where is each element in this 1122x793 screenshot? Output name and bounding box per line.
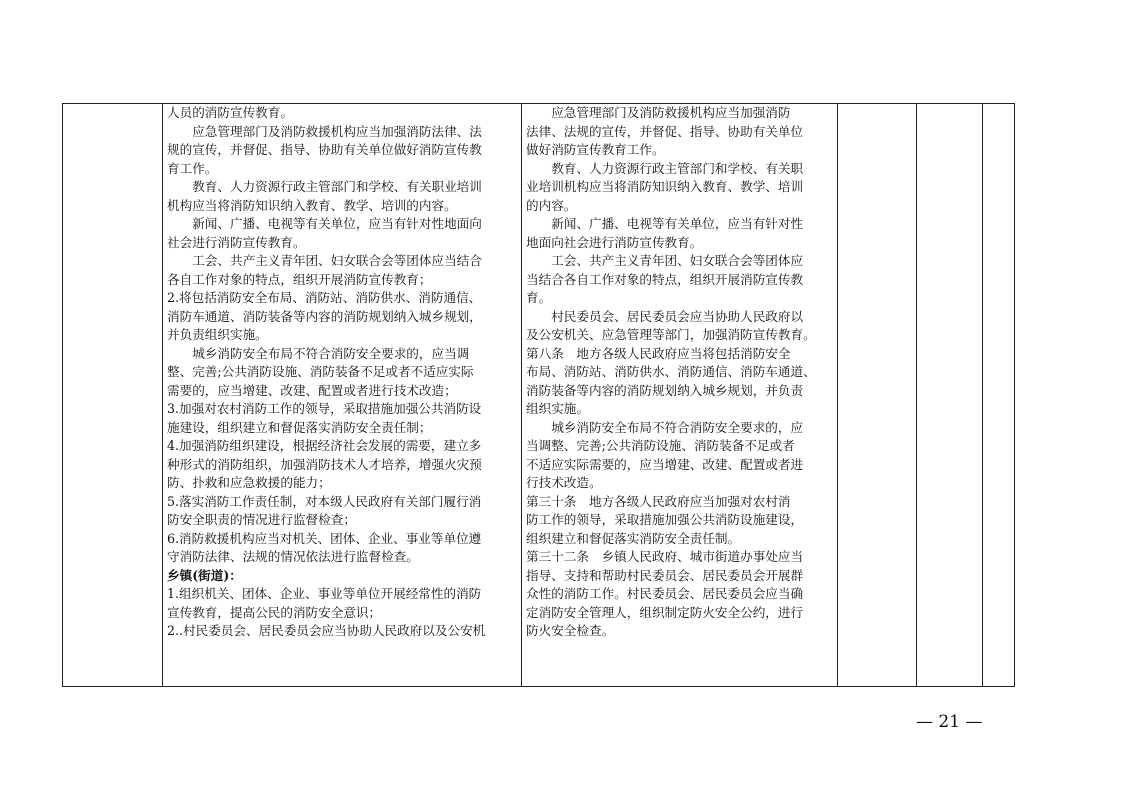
text-line: 应急管理部门及消防救援机构应当加强消防 (551, 105, 791, 120)
text-line: 需要的，应当增建、改建、配置或者进行技术改造； (167, 382, 457, 398)
text-line: 种形式的消防组织，加强消防技术人才培养，增强火灾预 (167, 456, 482, 472)
text-line: 教育、人力资源行政主管部门和学校、有关职业培训 (192, 179, 482, 194)
text-line: 消防车通道、消防装备等内容的消防规划纳入城乡规划， (167, 308, 482, 324)
text-line: 新闻、广播、电视等有关单位，应当有针对性地面向 (192, 216, 482, 231)
text-line: 防工作的领导，采取措施加强公共消防设施建设， (526, 512, 804, 527)
text-line: 防、扑救和应急救援的能力； (167, 475, 331, 490)
text-line: 6.消防救援机构应当对机关、团体、企业、事业等单位遵 (167, 530, 482, 546)
text-line: 2.将包括消防安全布局、消防站、消防供水、消防通信、 (167, 290, 482, 305)
text-line: 村民委员会、居民委员会应当协助人民政府以 (551, 308, 804, 324)
content-table (62, 103, 1015, 687)
text-line: 及公安机关、应急管理等部门，加强消防宣传教育。 (526, 327, 816, 342)
text-line: 消防装备等内容的消防规划纳入城乡规划，并负责 (526, 382, 804, 398)
column-divider (982, 104, 983, 686)
text-line: 育工作。 (167, 160, 218, 176)
legal-basis-cell (526, 104, 835, 641)
text-line: 组织建立和督促落实消防安全责任制。 (526, 530, 741, 546)
column-divider (521, 104, 522, 686)
text-line: 并负责组织实施。 (167, 327, 268, 342)
text-line: 施建设，组织建立和督促落实消防安全责任制； (167, 419, 432, 435)
text-line: 各自工作对象的特点，组织开展消防宣传教育； (167, 271, 432, 287)
text-line: 宣传教育，提高公民的消防安全意识； (167, 604, 382, 620)
text-line: 组织实施。 (526, 401, 589, 416)
text-line: 业培训机构应当将消防知识纳入教育、教学、培训 (526, 179, 804, 194)
text-line: 地面向社会进行消防宣传教育。 (526, 234, 703, 250)
text-line: 防安全职责的情况进行监督检查； (167, 512, 356, 527)
text-line: 教育、人力资源行政主管部门和学校、有关职 (551, 160, 804, 176)
text-line: 1.组织机关、团体、企业、事业等单位开展经常性的消防 (167, 586, 482, 601)
text-line: 防火安全检查。 (526, 623, 615, 638)
text-line: 工会、共产主义青年团、妇女联合会等团体应 (551, 253, 804, 268)
text-line: 工会、共产主义青年团、妇女联合会等团体应当结合 (192, 253, 482, 268)
text-line: 第八条 地方各级人民政府应当将包括消防安全 (526, 345, 791, 361)
text-line: 指导、支持和帮助村民委员会、居民委员会开展群 (526, 567, 804, 583)
text-line: 守消防法律、法规的情况依法进行监督检查。 (167, 549, 419, 564)
text-line: 机构应当将消防知识纳入教育、教学、培训的内容。 (167, 197, 457, 213)
text-line: 5.落实消防工作责任制，对本级人民政府有关部门履行消 (167, 493, 482, 509)
text-line: 第三十二条 乡镇人民政府、城市街道办事处应当 (526, 549, 804, 564)
text-line: 乡镇(街道)： (167, 567, 242, 583)
text-line: 整、完善;公共消防设施、消防装备不足或者不适应实际 (167, 364, 474, 379)
text-line: 2..村民委员会、居民委员会应当协助人民政府以及公安机 (167, 623, 486, 638)
text-line: 当结合各自工作对象的特点，组织开展消防宣传教 (526, 271, 804, 287)
text-line: 众性的消防工作。村民委员会、居民委员会应当确 (526, 586, 804, 601)
text-line: 4.加强消防组织建设，根据经济社会发展的需要，建立多 (167, 438, 482, 453)
text-line: 当调整、完善;公共消防设施、消防装备不足或者 (526, 438, 795, 453)
text-line: 3.加强对农村消防工作的领导，采取措施加强公共消防设 (167, 401, 482, 416)
text-line: 人员的消防宣传教育。 (167, 105, 293, 120)
text-line: 应急管理部门及消防救援机构应当加强消防法律、法 (192, 123, 482, 139)
column-divider (837, 104, 838, 686)
text-line: 社会进行消防宣传教育。 (167, 234, 306, 250)
text-line: 法律、法规的宣传，并督促、指导、协助有关单位 (526, 123, 804, 139)
text-line: 第三十条 地方各级人民政府应当加强对农村消 (526, 493, 791, 509)
text-line: 定消防安全管理人，组织制定防火安全公约，进行 (526, 604, 804, 620)
text-line: 做好消防宣传教育工作。 (526, 142, 665, 157)
provision-details-cell (167, 104, 519, 641)
text-line: 不适应实际需要的，应当增建、改建、配置或者进 (526, 456, 804, 472)
text-line: 行技术改造。 (526, 475, 602, 490)
text-line: 城乡消防安全布局不符合消防安全要求的，应当调 (192, 345, 470, 361)
page-number: — 21 — (916, 712, 983, 732)
text-line: 新闻、广播、电视等有关单位，应当有针对性 (551, 216, 804, 231)
text-line: 规的宣传，并督促、指导、协助有关单位做好消防宣传教 (167, 142, 482, 157)
text-line: 育。 (526, 290, 552, 305)
column-divider (162, 104, 163, 686)
column-divider (916, 104, 917, 686)
text-line: 布局、消防站、消防供水、消防通信、消防车通道、 (526, 364, 816, 379)
text-line: 城乡消防安全布局不符合消防安全要求的，应 (551, 419, 804, 435)
text-line: 的内容。 (526, 197, 577, 213)
